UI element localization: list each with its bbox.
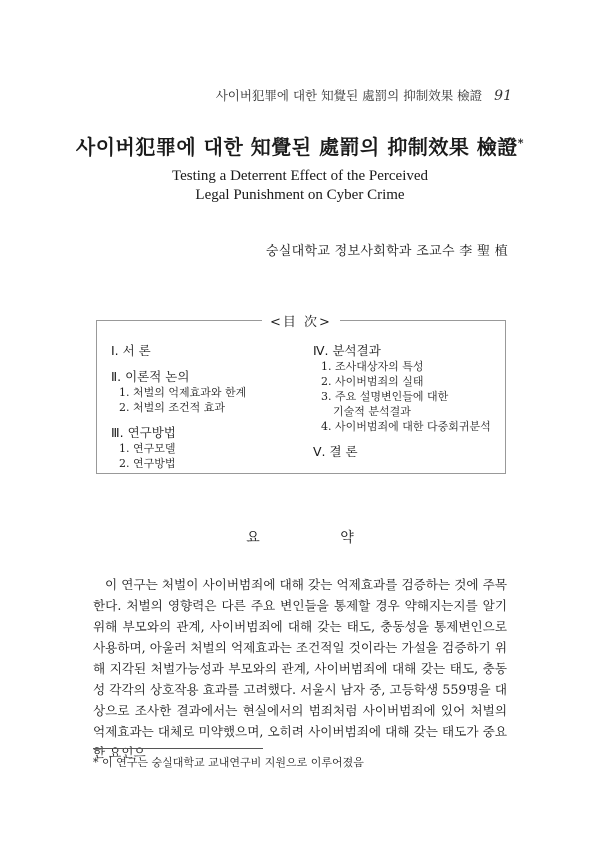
english-title	[0, 167, 600, 205]
toc-item-4-3-cont: 기술적 분석결과	[333, 405, 411, 418]
running-header	[216, 86, 512, 104]
toc-item-4-4: 4. 사이버범죄에 대한 다중회귀분석	[321, 420, 491, 433]
toc-right-column	[313, 343, 491, 460]
toc-item-4-3: 3. 주요 설명변인들에 대한	[321, 390, 449, 403]
toc-item-3-2: 2. 연구방법	[119, 457, 176, 470]
author-affiliation: 숭실대학교 정보사회학과 조교수 李 聖 植	[265, 244, 508, 259]
toc-section-5: Ⅴ. 결 론	[313, 444, 358, 459]
english-title-line-2: Legal Punishment on Cyber Crime	[195, 187, 405, 203]
page-number: 91	[494, 88, 512, 104]
footnote-divider	[93, 748, 263, 749]
toc-title	[97, 311, 505, 330]
toc-left-column	[111, 343, 246, 471]
title-footnote-marker: *	[517, 136, 525, 150]
running-title: 사이버犯罪에 대한 知覺된 處罰의 抑制效果 檢證	[215, 88, 483, 103]
summary-heading: 요 약	[246, 530, 392, 546]
abstract-body: 이 연구는 처벌이 사이버범죄에 대해 갖는 억제효과를 검증하는 것에 주목한다. 처벌의 영향력은 다른 주요 변인들을 통제할 경우 약해지는지를 알기 위해 부모와의 관계, 사이버범죄에 대해 갖는 태도, 충동성을 통제변인으로 사용하며, 아울러 처벌의 억제효과는 조건적일 것이라는 가설을 검증하기 위해 지각된 처벌가능성과 부모와의 관계, 사이버범죄에 대해 갖는 태도, 충동성 각각의 상호작용 효과를 고려했다. 서울시 남자 중, 고등학생 559명을 대상으로 조사한 결과에서는 현실에서의 범죄처럼 사이버범죄에 있어 처벌의 억제효과는 대체로 미약했으며, 오히려 사이버범죄에 대해 갖는 태도가 중요한 요인으	[93, 577, 507, 760]
paper-title	[0, 131, 600, 160]
toc-item-3-1: 1. 연구모델	[119, 442, 176, 455]
toc-item-2-2: 2. 처벌의 조건적 효과	[119, 401, 225, 414]
toc-item-4-1: 1. 조사대상자의 특성	[321, 360, 424, 373]
table-of-contents	[96, 315, 506, 474]
footnote: * 이 연구는 숭실대학교 교내연구비 지원으로 이루어졌음	[93, 756, 364, 769]
toc-section-3: Ⅲ. 연구방법	[111, 425, 176, 440]
toc-item-4-2: 2. 사이버범죄의 실태	[321, 375, 424, 388]
toc-section-2: Ⅱ. 이론적 논의	[111, 369, 190, 384]
toc-title-text: <目 次>	[262, 315, 340, 330]
paper-title-text: 사이버犯罪에 대한 知覺된 處罰의 抑制效果 檢證	[75, 135, 518, 159]
toc-item-2-1: 1. 처벌의 억제효과와 한계	[119, 386, 247, 399]
toc-section-1: Ⅰ. 서 론	[111, 343, 151, 358]
english-title-line-1: Testing a Deterrent Effect of the Perceived	[171, 168, 429, 184]
toc-section-4: Ⅳ. 분석결과	[313, 343, 381, 358]
